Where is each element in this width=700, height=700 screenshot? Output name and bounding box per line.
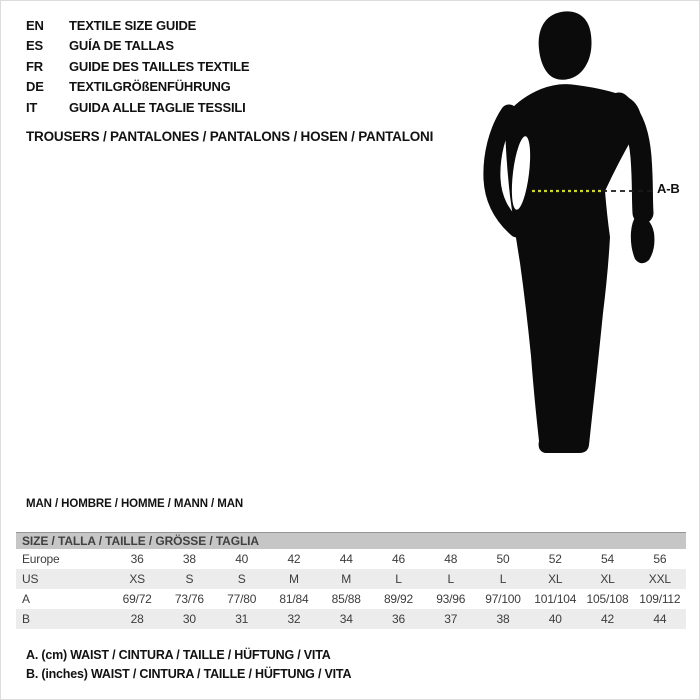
silhouette-head xyxy=(539,11,592,79)
cell: 109/112 xyxy=(639,592,681,606)
table-row-a-cm xyxy=(16,589,686,609)
cell: 93/96 xyxy=(436,592,466,606)
cell: 36 xyxy=(391,612,405,626)
cell: 97/100 xyxy=(485,592,521,606)
cell: XXL xyxy=(648,572,671,586)
cell: L xyxy=(499,572,507,586)
cell: 36 xyxy=(130,552,144,566)
cell: 28 xyxy=(130,612,144,626)
man-silhouette-svg xyxy=(461,1,700,481)
silhouette-right-arm xyxy=(619,103,643,213)
lang-row-it xyxy=(26,98,249,118)
cell: 30 xyxy=(182,612,196,626)
cell: 46 xyxy=(391,552,405,566)
cell: 69/72 xyxy=(122,592,152,606)
cell: 105/108 xyxy=(586,592,629,606)
size-table xyxy=(16,532,686,629)
cell: M xyxy=(341,572,352,586)
cell: 34 xyxy=(339,612,353,626)
lang-label: TEXTILGRÖßENFÜHRUNG xyxy=(69,79,231,95)
language-guide-list xyxy=(26,16,249,118)
row-label: B xyxy=(22,612,30,626)
cell: 85/88 xyxy=(331,592,361,606)
cell: 73/76 xyxy=(174,592,204,606)
cell: 101/104 xyxy=(534,592,577,606)
lang-label: TEXTILE SIZE GUIDE xyxy=(69,18,197,33)
lang-label: GUÍA DE TALLAS xyxy=(69,38,174,54)
lang-code: IT xyxy=(26,99,38,115)
waist-measure-label: A-B xyxy=(657,181,680,196)
cell: L xyxy=(395,572,402,586)
lang-row-en xyxy=(26,16,249,36)
lang-code: FR xyxy=(26,58,43,74)
cell: 81/84 xyxy=(279,592,309,606)
cell: XL xyxy=(600,572,615,586)
lang-code: EN xyxy=(26,18,44,33)
man-silhouette-figure xyxy=(461,1,700,481)
cell: S xyxy=(185,572,194,586)
table-row-europe xyxy=(16,549,686,569)
footnote-b: B. (inches) WAIST / CINTURA / TAILLE / HÜFTUNG / VITA xyxy=(26,667,352,681)
cell: 38 xyxy=(496,612,510,626)
lang-row-es xyxy=(26,36,249,56)
cell: XL xyxy=(548,572,563,586)
cell: 37 xyxy=(444,612,458,626)
row-label: A xyxy=(22,592,30,606)
cell: 54 xyxy=(601,552,614,566)
size-table-header: SIZE / TALLA / TAILLE / GRÖSSE / TAGLIA xyxy=(16,533,686,550)
lang-row-de xyxy=(26,77,249,97)
lang-row-fr xyxy=(26,57,249,77)
cell: 89/92 xyxy=(383,592,413,606)
cell: XS xyxy=(129,572,145,586)
lang-label: GUIDA ALLE TAGLIE TESSILI xyxy=(69,99,246,115)
cell: 42 xyxy=(287,552,301,566)
cell: 32 xyxy=(287,612,301,626)
cell: 77/80 xyxy=(227,592,257,606)
size-table-header-row xyxy=(16,533,686,550)
table-row-us xyxy=(16,569,686,589)
cell: 38 xyxy=(182,552,196,566)
silhouette-right-hand xyxy=(631,215,655,263)
cell: 52 xyxy=(548,552,562,566)
lang-code: ES xyxy=(26,38,43,54)
cell: 56 xyxy=(653,552,667,566)
cell: 40 xyxy=(235,552,249,566)
row-label: US xyxy=(22,572,39,586)
cell: 31 xyxy=(235,612,249,626)
lang-code: DE xyxy=(26,79,44,95)
footnote-a: A. (cm) WAIST / CINTURA / TAILLE / HÜFTUNG / VITA xyxy=(26,648,331,662)
cell: 42 xyxy=(601,612,614,626)
footnotes xyxy=(26,646,351,684)
cell: S xyxy=(237,572,246,586)
cell: 48 xyxy=(444,552,458,566)
cell: M xyxy=(289,572,299,586)
cell: 40 xyxy=(548,612,562,626)
row-label: Europe xyxy=(22,552,60,566)
cell: L xyxy=(447,572,454,586)
cell: 50 xyxy=(496,552,510,566)
section-title: MAN / HOMBRE / HOMME / MANN / MAN xyxy=(26,498,244,510)
table-row-b-inches xyxy=(16,609,686,629)
category-title: TROUSERS / PANTALONES / PANTALONS / HOSEN / PANTALONI xyxy=(26,129,434,144)
lang-label: GUIDE DES TAILLES TEXTILE xyxy=(69,58,250,74)
cell: 44 xyxy=(653,612,667,626)
cell: 44 xyxy=(339,552,353,566)
